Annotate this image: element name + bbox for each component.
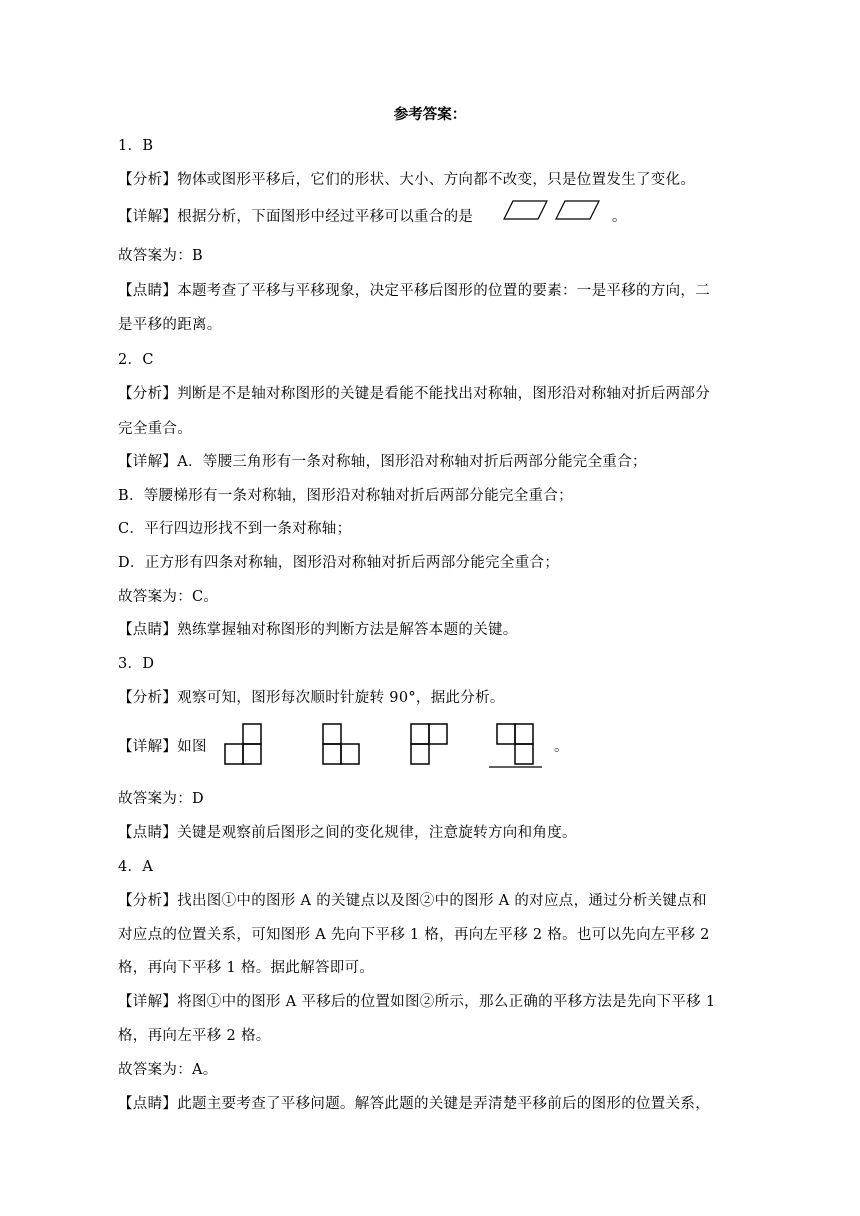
parallelogram-pair-svg: [501, 199, 601, 229]
q1-analysis: 【分析】物体或图形平移后，它们的形状、大小、方向都不改变，只是位置发生了变化。: [118, 172, 696, 188]
q3-detail-end: 。: [554, 739, 569, 755]
parallelogram-pair-figure: [501, 199, 601, 229]
q2-detail-c: C．平行四边形找不到一条对称轴；: [118, 521, 352, 537]
q1-detail-line: [118, 207, 748, 227]
q2-comment: 【点睛】熟练掌握轴对称图形的判断方法是解答本题的关键。: [118, 622, 518, 638]
q1-comment-2: 是平移的距离。: [118, 317, 222, 333]
rotation-figure-1: [224, 722, 264, 766]
q2-analysis-1: 【分析】判断是不是轴对称图形的关键是看能不能找出对称轴，图形沿对称轴对折后两部分: [118, 386, 710, 402]
rotation-figure-4: [488, 722, 544, 770]
q4-analysis-1: 【分析】找出图①中的图形 A 的关键点以及图②中的图形 A 的对应点，通过分析关键点和: [118, 893, 707, 909]
q2-number: 2．C: [118, 352, 154, 368]
q3-analysis: 【分析】观察可知，图形每次顺时针旋转 90°，据此分析。: [118, 690, 505, 706]
q4-comment-1: 【点睛】此题主要考查了平移问题。解答此题的关键是弄清楚平移前后的图形的位置关系，: [118, 1096, 710, 1112]
q1-number: 1．B: [118, 138, 154, 154]
q1-detail-end: 。: [612, 209, 627, 225]
q3-comment: 【点睛】关键是观察前后图形之间的变化规律，注意旋转方向和角度。: [118, 825, 577, 841]
q2-analysis-2: 完全重合。: [118, 421, 192, 437]
rotation-figure-2: [322, 722, 362, 766]
parallelogram-left: [504, 201, 547, 219]
q4-answer: 故答案为：A。: [118, 1062, 218, 1078]
q3-detail: 【详解】如图: [118, 739, 207, 755]
q4-detail-1: 【详解】将图①中的图形 A 平移后的位置如图②所示，那么正确的平移方法是先向下平移 1: [118, 994, 716, 1010]
q2-detail-a: 【详解】A．等腰三角形有一条对称轴，图形沿对称轴对折后两部分能完全重合；: [118, 454, 647, 470]
q4-number: 4．A: [118, 859, 154, 875]
q4-analysis-3: 格，再向下平移 1 格。据此解答即可。: [118, 960, 375, 976]
q4-detail-2: 格，再向左平移 2 格。: [118, 1028, 271, 1044]
q1-answer: 故答案为：B: [118, 248, 203, 264]
q3-number: 3．D: [118, 656, 155, 672]
rotation-figure-3: [410, 722, 450, 766]
q2-answer: 故答案为：C。: [118, 589, 219, 605]
parallelogram-right: [556, 201, 599, 219]
q2-detail-d: D．正方形有四条对称轴，图形沿对称轴对折后两部分能完全重合；: [118, 555, 560, 571]
q3-answer: 故答案为：D: [118, 791, 204, 807]
q2-detail-b: B．等腰梯形有一条对称轴，图形沿对称轴对折后两部分能完全重合；: [118, 488, 573, 504]
q1-comment-1: 【点睛】本题考查了平移与平移现象，决定平移后图形的位置的要素：一是平移的方向，二: [118, 283, 710, 299]
q1-detail: 【详解】根据分析，下面图形中经过平移可以重合的是: [118, 209, 474, 225]
page-title: 参考答案：: [393, 106, 467, 123]
q4-analysis-2: 对应点的位置关系，可知图形 A 先向下平移 1 格，再向左平移 2 格。也可以先向左平移 2: [118, 927, 710, 943]
